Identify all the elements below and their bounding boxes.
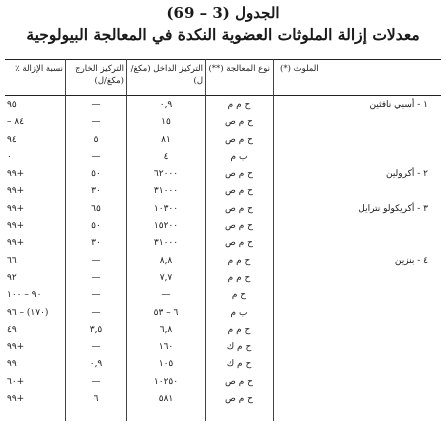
effluent-cell: ٥٠	[91, 169, 101, 180]
effluent-cell: —	[91, 151, 101, 162]
pollutant-cell	[280, 235, 438, 252]
treatment-cell: ب م	[230, 307, 248, 318]
table-row	[5, 287, 441, 304]
table-row	[5, 270, 441, 287]
removal-cell: (١٧٠) – ٩٦	[7, 307, 49, 318]
effluent-cell: —	[91, 272, 101, 283]
table-row	[5, 322, 441, 339]
table-row	[5, 391, 441, 408]
removal-cell: ٠	[7, 151, 12, 162]
removal-cell: ٩٥	[7, 100, 17, 110]
effluent-cell: ٥	[93, 134, 99, 145]
treatment-cell: ح م م	[227, 255, 251, 266]
pollutant-cell	[280, 114, 438, 131]
effluent-cell: —	[91, 342, 101, 353]
pollutant-cell: ١ - أسبي نافثين	[369, 100, 428, 110]
pollutant-cell	[280, 149, 438, 166]
treatment-cell: ح م ك	[226, 359, 252, 370]
removal-cell: +٩٩	[7, 238, 25, 249]
removal-cell: +٩٩	[7, 186, 25, 197]
effluent-cell: ٥٠	[91, 221, 101, 232]
treatment-cell: ح م ص	[225, 186, 253, 197]
removal-cell: ٦٦	[7, 255, 17, 266]
table-row	[5, 183, 441, 200]
pollutant-cell	[280, 132, 438, 149]
removal-cell: +٦٠	[7, 376, 25, 387]
influent-cell: ٦,٨	[159, 324, 173, 335]
table-row	[5, 374, 441, 391]
influent-cell: —	[161, 290, 171, 301]
influent-cell: ١٠٢٥٠	[153, 376, 179, 387]
table-top-rule	[5, 59, 441, 60]
data-table	[5, 59, 441, 421]
treatment-cell: ح م ص	[225, 117, 253, 128]
influent-cell: ٤	[163, 151, 169, 162]
removal-cell: +٩٩	[7, 169, 25, 180]
removal-cell: ٩٩	[7, 359, 17, 370]
effluent-cell: ٣٠	[91, 186, 101, 197]
removal-cell: ٤٩	[7, 324, 17, 335]
treatment-cell: ح م ص	[225, 376, 253, 387]
table-title: معدلات إزالة الملوثات العضوية النكدة في المعالجة البيولوجية	[26, 25, 420, 44]
influent-cell: ٠,٩	[159, 100, 173, 110]
influent-cell: ٥٨١	[158, 394, 174, 405]
pollutant-cell	[280, 322, 438, 339]
pollutant-cell: ٣ - أكريكولو نترايل	[358, 203, 428, 214]
treatment-cell: ح م ص	[225, 169, 253, 180]
influent-cell: ٨,٨	[159, 255, 173, 266]
influent-cell: ٦٢٠٠٠	[153, 169, 179, 180]
pollutant-cell	[280, 183, 438, 200]
effluent-cell: —	[91, 117, 101, 128]
influent-cell: ٧,٧	[159, 272, 173, 283]
title-block	[0, 4, 446, 45]
treatment-cell: ح م	[231, 290, 247, 301]
influent-cell: ١٠٣٠٠	[153, 203, 179, 214]
treatment-cell: ح م ص	[225, 134, 253, 145]
treatment-cell: ح م ص	[225, 221, 253, 232]
table-row	[5, 305, 441, 322]
header-pollutant: الملوث (*)	[280, 64, 319, 74]
removal-cell: +٩٩	[7, 342, 25, 353]
table-number: الجدول (3 – 69)	[166, 4, 280, 22]
removal-cell: ٩٠ – ١٠٠	[7, 290, 42, 301]
effluent-cell: —	[91, 376, 101, 387]
header-effluent: التركيز الخارج (مكغ/ل)	[75, 64, 124, 86]
pollutant-cell	[280, 374, 438, 391]
pollutant-cell	[280, 356, 438, 373]
pollutant-cell: ٤ - بنزين	[394, 255, 428, 266]
pollutant-cell	[280, 339, 438, 356]
table-body	[5, 97, 441, 408]
treatment-cell: ح م م	[227, 100, 251, 110]
table-row	[5, 235, 441, 252]
header-rule	[5, 95, 441, 96]
pollutant-cell: ٢ - أكرولين	[385, 169, 428, 180]
treatment-cell: ح م م	[227, 272, 251, 283]
effluent-cell: —	[91, 100, 101, 110]
effluent-cell: ٠,٩	[89, 359, 103, 370]
table-row	[5, 166, 441, 183]
removal-cell: +٩٩	[7, 394, 25, 405]
removal-cell: +٩٩	[7, 221, 25, 232]
table-row	[5, 218, 441, 235]
pollutant-cell	[280, 287, 438, 304]
effluent-cell: ٣٠	[91, 238, 101, 249]
header-influent: التركيز الداخل (مكغ/ل)	[130, 64, 203, 86]
treatment-cell: ح م ص	[225, 394, 253, 405]
removal-cell: ٩٤	[7, 134, 17, 145]
influent-cell: ١٠٥	[158, 359, 174, 370]
removal-cell: ٨٤ –	[7, 117, 25, 128]
effluent-cell: ٦٥	[91, 203, 101, 214]
table-row	[5, 149, 441, 166]
influent-cell: ٣١٠٠٠	[153, 238, 179, 249]
pollutant-cell	[280, 391, 438, 408]
influent-cell: ٣١٠٠٠	[153, 186, 179, 197]
influent-cell: ١٥٢٠٠	[153, 221, 179, 232]
table-row	[5, 339, 441, 356]
treatment-cell: ح م ص	[225, 203, 253, 214]
header-removal: نسبة الإزالة ٪	[15, 64, 63, 74]
treatment-cell: ح م ص	[225, 238, 253, 249]
pollutant-cell	[280, 270, 438, 287]
pollutant-cell	[280, 305, 438, 322]
effluent-cell: —	[91, 290, 101, 301]
influent-cell: ١٦٠	[158, 342, 174, 353]
removal-cell: ٩٢	[7, 272, 17, 283]
treatment-cell: ح م ك	[226, 342, 252, 353]
effluent-cell: —	[91, 307, 101, 318]
table-row	[5, 201, 441, 218]
treatment-cell: ح م م	[227, 324, 251, 335]
influent-cell: ٦ – ٥٣	[153, 307, 179, 318]
table-row	[5, 253, 441, 270]
effluent-cell: ٣,٥	[89, 324, 103, 335]
table-row	[5, 356, 441, 373]
table-row	[5, 114, 441, 131]
removal-cell: +٩٩	[7, 203, 25, 214]
header-treatment: نوع المعالجة (**)	[208, 64, 270, 74]
influent-cell: ١٥	[161, 117, 171, 128]
effluent-cell: ٦	[93, 394, 99, 405]
table-row	[5, 132, 441, 149]
influent-cell: ٨١	[161, 134, 171, 145]
pollutant-cell	[280, 218, 438, 235]
treatment-cell: ب م	[230, 151, 248, 162]
table-row	[5, 97, 441, 114]
effluent-cell: —	[91, 255, 101, 266]
